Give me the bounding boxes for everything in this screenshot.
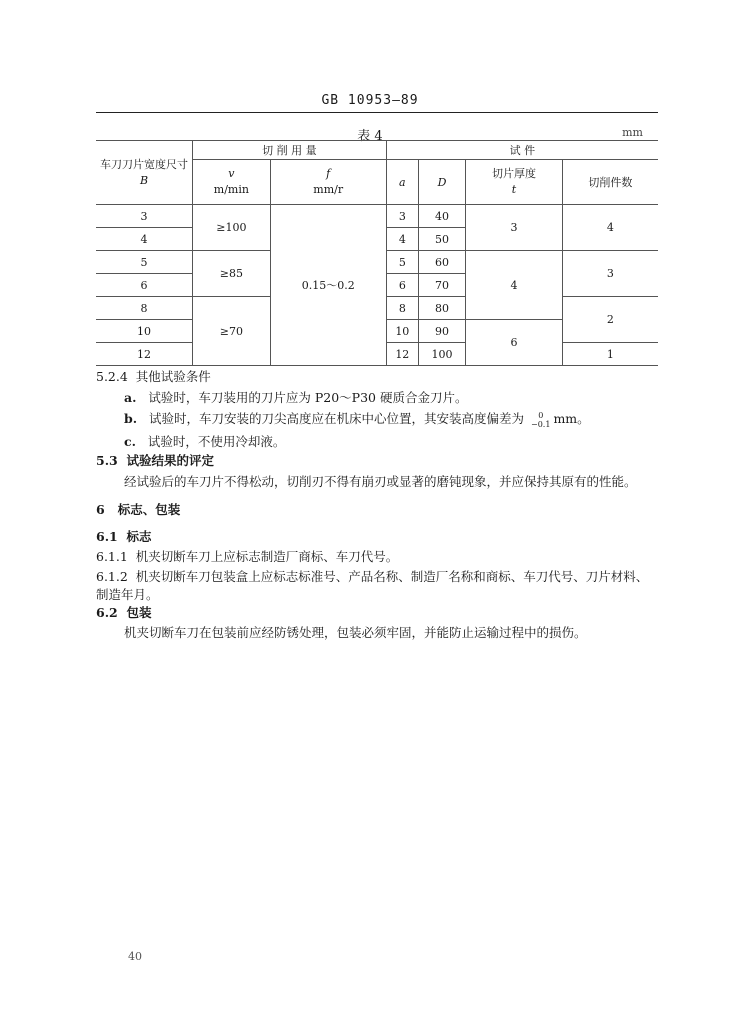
cell-a: 8 <box>386 297 418 320</box>
table-row <box>96 205 658 228</box>
header-rule <box>96 112 658 113</box>
cell-v: ≥85 <box>193 251 271 297</box>
cell-v: ≥100 <box>193 205 271 251</box>
section-5-2-4-heading: 5.2.4 其他试验条件 <box>96 369 211 384</box>
cell-B: 12 <box>96 343 193 366</box>
cell-pieces: 3 <box>562 251 658 297</box>
cell-a: 5 <box>386 251 418 274</box>
section-6-2-heading: 6.2 包装 <box>96 605 152 620</box>
spec-table <box>96 140 658 366</box>
cell-t: 4 <box>466 251 563 320</box>
header-v: v m/min <box>193 160 271 205</box>
cell-B: 8 <box>96 297 193 320</box>
header-D: D <box>418 160 465 205</box>
cell-D: 90 <box>418 320 465 343</box>
page-number: 40 <box>128 950 142 963</box>
header-test-group: 试 件 <box>386 141 658 160</box>
cell-D: 80 <box>418 297 465 320</box>
cell-B: 10 <box>96 320 193 343</box>
cell-t: 3 <box>466 205 563 251</box>
header-chip-thickness: 切片厚度 t <box>466 160 563 205</box>
cell-a: 4 <box>386 228 418 251</box>
cell-f: 0.15～0.2 <box>270 205 386 366</box>
cell-a: 6 <box>386 274 418 297</box>
cell-a: 3 <box>386 205 418 228</box>
cell-D: 40 <box>418 205 465 228</box>
list-item-c: c. 试验时，不使用冷却液。 <box>124 434 286 449</box>
cell-D: 100 <box>418 343 465 366</box>
cell-D: 70 <box>418 274 465 297</box>
header-a: a <box>386 160 418 205</box>
cell-a: 10 <box>386 320 418 343</box>
section-6-1-1: 6.1.1 机夹切断车刀上应标志制造厂商标、车刀代号。 <box>96 549 399 564</box>
section-6-heading: 6 标志、包装 <box>96 502 181 517</box>
cell-t: 6 <box>466 320 563 366</box>
list-item-a: a. 试验时，车刀装用的刀片应为 P20～P30 硬质合金刀片。 <box>124 390 468 405</box>
cell-pieces: 1 <box>562 343 658 366</box>
table-unit: mm <box>622 126 643 139</box>
cell-pieces: 4 <box>562 205 658 251</box>
cell-B: 6 <box>96 274 193 297</box>
section-6-1-2: 6.1.2 机夹切断车刀包装盒上应标志标准号、产品名称、制造厂名称和商标、车刀代号、刀片材料、制造年月。 <box>96 569 649 602</box>
section-6-1-heading: 6.1 标志 <box>96 529 152 544</box>
document-header-code: GB 10953—89 <box>321 93 419 108</box>
table-title: 表 4 <box>357 129 383 144</box>
header-pieces: 切削件数 <box>562 160 658 205</box>
cell-D: 50 <box>418 228 465 251</box>
cell-pieces: 2 <box>562 297 658 343</box>
cell-B: 5 <box>96 251 193 274</box>
header-tool-width: 车刀刀片宽度尺寸 B <box>96 141 193 205</box>
section-6-2-text: 机夹切断车刀在包装前应经防锈处理，包装必须牢固，并能防止运输过程中的损伤。 <box>124 625 587 640</box>
section-5-3-heading: 5.3 试验结果的评定 <box>96 453 214 468</box>
tolerance-fraction: 0 −0.1 <box>531 410 551 429</box>
cell-a: 12 <box>386 343 418 366</box>
cell-B: 3 <box>96 205 193 228</box>
spec-table-container <box>96 140 658 366</box>
header-f: f mm/r <box>270 160 386 205</box>
list-item-b: b. 试验时，车刀安装的刀尖高度应在机床中心位置，其安装高度偏差为 0 −0.1 mm。 <box>124 410 590 429</box>
cell-B: 4 <box>96 228 193 251</box>
cell-D: 60 <box>418 251 465 274</box>
header-cutting-group: 切 削 用 量 <box>193 141 387 160</box>
cell-v: ≥70 <box>193 297 271 366</box>
section-5-3-text: 经试验后的车刀片不得松动，切削刃不得有崩刃或显著的磨钝现象，并应保持其原有的性能。 <box>124 474 637 489</box>
